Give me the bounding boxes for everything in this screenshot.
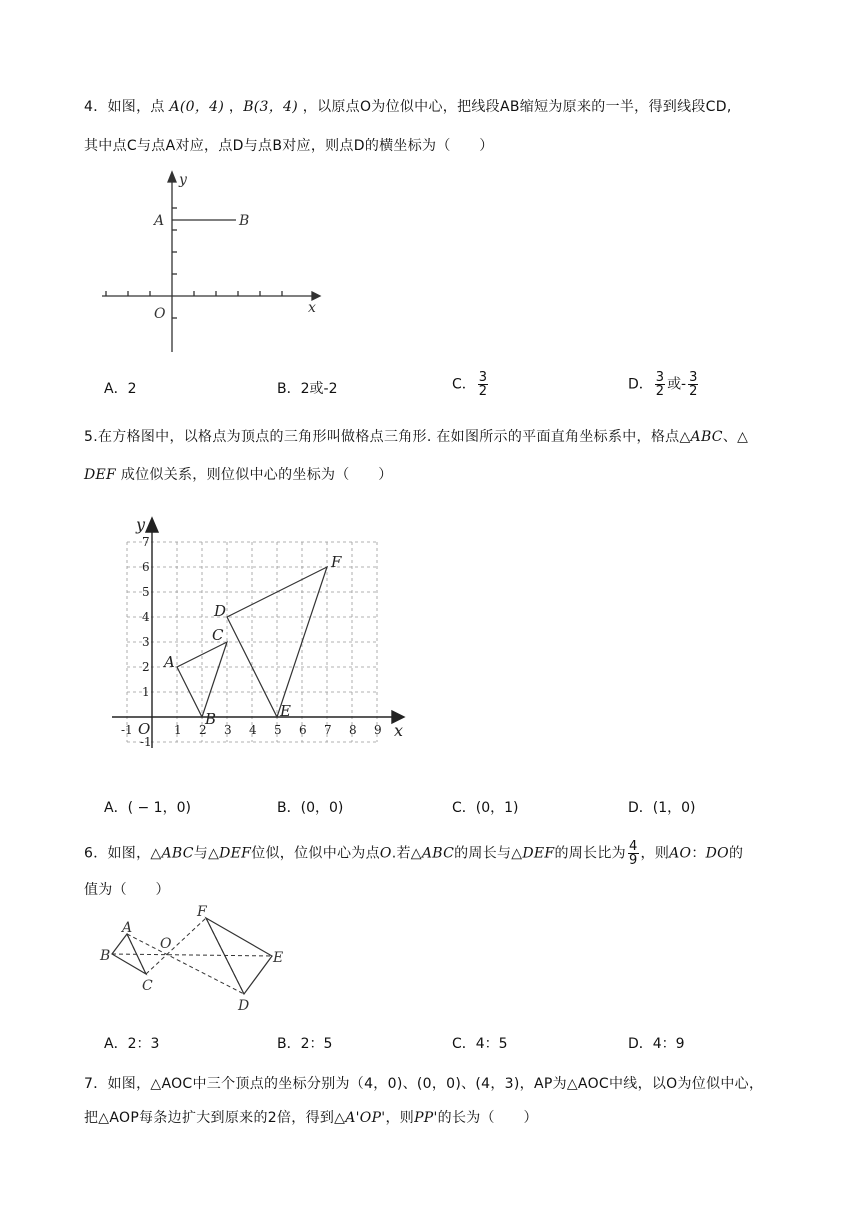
q7-text: 把△AOP每条边扩大到原来的2倍，得到△ (84, 1110, 346, 1126)
q6-label-o: O (160, 936, 172, 952)
q4-label-o: O (154, 306, 166, 322)
q4-option-c[interactable] (452, 371, 490, 398)
q5-text: 成位似关系，则位似中心的坐标为（ ） (116, 467, 393, 483)
q5-y-tick-label: 5 (142, 585, 150, 599)
q7-line-1: 7．如图，△AOC中三个顶点的坐标分别为（4，0)、(0，0)、(4，3)，AP为△AOC中线，以O为位似中心， (84, 1076, 764, 1092)
q5-grid (127, 542, 377, 742)
q5-x-tick-label: 8 (349, 723, 357, 737)
q4-text: ，以原点O为位似中心，把线段AB缩短为原来的一半，得到线段CD, (298, 99, 732, 115)
q4-label-x: x (308, 300, 316, 316)
q5-text: 、△ (722, 429, 749, 445)
q4-figure (96, 168, 326, 358)
q5-abc: ABC (690, 429, 723, 445)
q6-option-b[interactable]: B．2：5 (277, 1036, 333, 1052)
q6-text: .若△ (391, 845, 422, 862)
q6-label-d: D (238, 998, 250, 1014)
q5-y-tick-label: 4 (142, 610, 150, 624)
q4-option-c-prefix: C． (452, 376, 476, 393)
q4-text: 4．如图，点 (84, 99, 170, 115)
q7-line-2 (84, 1107, 538, 1127)
q6-ao: AO (669, 845, 692, 862)
q5-y-tick-label: 2 (142, 660, 150, 674)
q6-text: ，则 (640, 845, 670, 862)
q4-point-a: A(0，4) (169, 99, 225, 115)
q5-option-c[interactable]: C．(0，1) (452, 800, 519, 816)
q6-label-c: C (142, 978, 153, 994)
q5-label-x: x (394, 721, 404, 740)
q5-text: 5.在方格图中，以格点为顶点的三角形叫做格点三角形. 在如图所示的平面直角坐标系中，格点△ (84, 429, 691, 445)
q5-figure (104, 512, 414, 752)
q6-def-2: DEF (522, 845, 555, 862)
q5-y-tick-label: 1 (142, 685, 150, 699)
q6-line-1 (84, 840, 743, 867)
q4-option-a[interactable]: A．2 (104, 381, 137, 397)
q6-text: 与△ (193, 845, 220, 862)
q4-line-1 (84, 96, 732, 116)
q6-text: 的 (728, 845, 744, 862)
q5-point-c: C (212, 626, 224, 644)
q5-label-y: y (136, 515, 146, 534)
q5-point-e: E (280, 702, 291, 720)
q7-text: 的长为（ ） (437, 1110, 538, 1126)
q4-option-d[interactable] (628, 371, 700, 398)
q6-text: 位似，位似中心为点 (251, 845, 380, 862)
q5-option-d[interactable]: D．(1，0) (628, 800, 696, 816)
q5-y-tick-label: -1 (140, 735, 152, 749)
q6-option-a[interactable]: A．2：3 (104, 1036, 160, 1052)
q6-text: 6．如图，△ (84, 845, 162, 862)
q5-x-tick-label: 6 (299, 723, 307, 737)
q6-fraction: $\frac{4}{9}$ (628, 839, 638, 868)
q5-x-tick-label: 2 (199, 723, 207, 737)
q6-abc: ABC (161, 845, 194, 862)
q5-x-tick-label: 5 (274, 723, 282, 737)
q4-option-c-fraction: $\frac{3}{2}$ (478, 370, 488, 399)
q4-label-y: y (179, 172, 187, 188)
q7-pp: PP' (414, 1110, 438, 1126)
q5-x-tick-label: 1 (174, 723, 182, 737)
q6-do: DO (705, 845, 729, 862)
q6-text: 的周长比为 (554, 845, 626, 862)
q5-y-tick-label: 7 (142, 535, 150, 549)
q4-option-d-fraction-1: $\frac{3}{2}$ (655, 370, 665, 399)
q5-x-tick-label: 4 (249, 723, 257, 737)
q6-label-f: F (197, 904, 207, 920)
q5-def: DEF (84, 467, 117, 483)
q5-option-a[interactable]: A．( − 1，0) (104, 800, 191, 816)
q4-option-d-mid: 或- (667, 376, 687, 393)
q5-y-tick-label: 3 (142, 635, 150, 649)
q5-point-b: B (205, 710, 217, 728)
q6-text: ： (691, 845, 706, 862)
q4-text: ， (224, 99, 244, 115)
q4-label-a: A (154, 213, 165, 229)
q6-def: DEF (219, 845, 252, 862)
q4-point-b: B(3，4) (243, 99, 299, 115)
q5-y-tick-label: 6 (142, 560, 150, 574)
q6-option-d[interactable]: D．4：9 (628, 1036, 685, 1052)
q6-label-b: B (100, 948, 111, 964)
q5-point-d: D (214, 602, 227, 620)
q5-x-tick-label: -1 (121, 723, 133, 737)
q5-point-f: F (331, 553, 342, 571)
q6-abc-2: ABC (421, 845, 455, 862)
q7-triangle-prime: A'OP' (345, 1110, 386, 1126)
q6-label-e: E (273, 950, 284, 966)
q5-point-a: A (164, 653, 175, 671)
q7-text: ，则 (385, 1110, 415, 1126)
q5-x-tick-label: 7 (324, 723, 332, 737)
q5-line-2 (84, 464, 393, 484)
q5-x-tick-label: 9 (374, 723, 382, 737)
q5-option-b[interactable]: B．(0，0) (277, 800, 344, 816)
q6-text: 的周长与△ (454, 845, 523, 862)
q6-option-c[interactable]: C．4：5 (452, 1036, 508, 1052)
q5-x-tick-label: 3 (224, 723, 232, 737)
q4-line-2: 其中点C与点A对应，点D与点B对应，则点D的横坐标为（ ） (84, 138, 494, 154)
q4-option-d-prefix: D． (628, 376, 653, 393)
q6-o: O (379, 845, 392, 862)
q4-option-d-fraction-2: $\frac{3}{2}$ (689, 370, 698, 399)
q6-line-2: 值为（ ） (84, 882, 170, 898)
q5-line-1 (84, 426, 748, 446)
q6-figure (96, 902, 296, 1017)
q5-label-o: O (138, 720, 151, 738)
q6-label-a: A (122, 920, 133, 936)
q4-label-b: B (239, 213, 250, 229)
q4-option-b[interactable]: B．2或-2 (277, 381, 338, 397)
